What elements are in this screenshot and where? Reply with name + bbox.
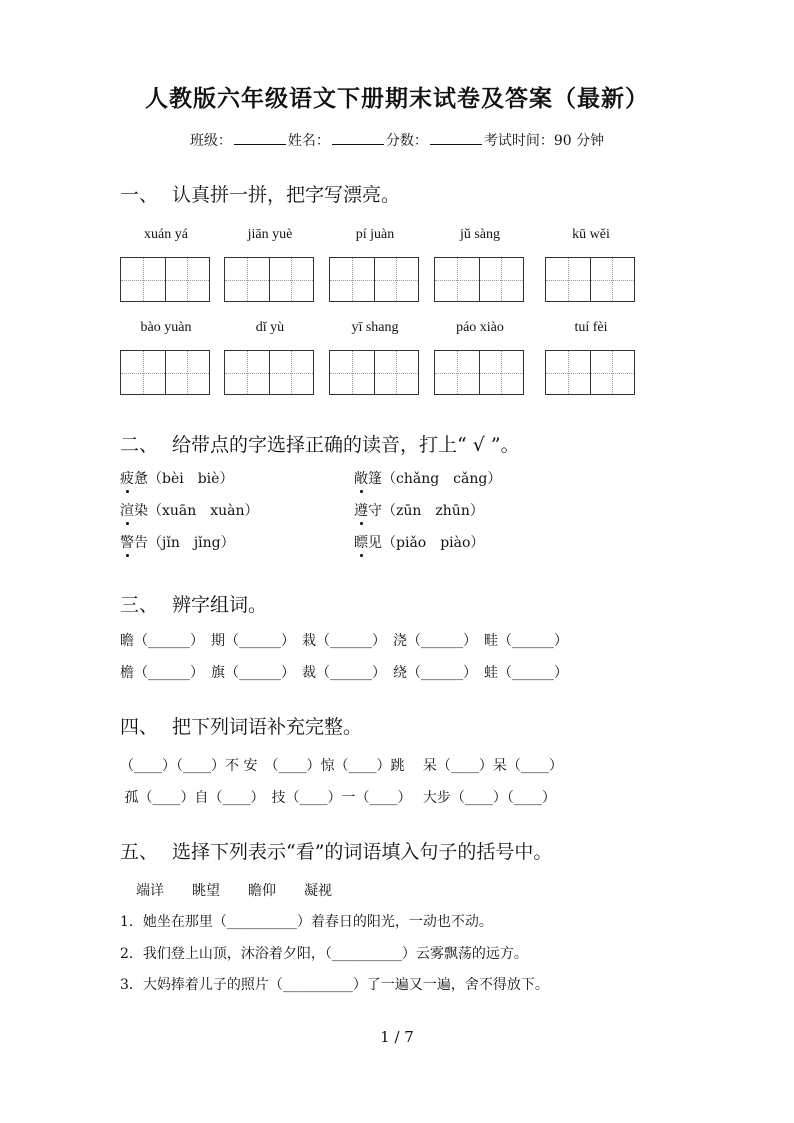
dotted-char: 疲 [120,471,134,487]
reading-options: 惫（bèi biè） [134,471,234,487]
section-2-number: 二、 [120,434,159,456]
sentence-item[interactable]: 2．我们登上山顶，沐浴着夕阳，（__________）云雾飘荡的远方。 [120,946,528,962]
word-group-row-1[interactable]: 瞻（______） 期（______） 栽（______） 浇（______） 畦（______） [120,633,568,649]
writing-grid[interactable] [329,257,419,302]
writing-grid[interactable] [224,350,314,395]
writing-grid[interactable] [434,257,524,302]
reading-item[interactable] [120,500,259,520]
class-blank[interactable] [234,132,286,145]
writing-grid[interactable] [120,257,210,302]
section-1-number: 一、 [120,184,159,206]
idiom-row-1[interactable]: （____）（____）不 安 （____）惊（____）跳 呆（____）呆（____） [120,758,563,774]
pinyin: pí juàn [355,227,395,242]
section-1-text: 认真拼一拼，把字写漂亮。 [172,184,401,206]
section-2-text: 给带点的字选择正确的读音，打上“ √ ”。 [172,434,520,456]
writing-grid[interactable] [545,350,635,395]
reading-options: 告（jǐn jǐng） [134,535,235,551]
section-1-heading [120,180,400,207]
pinyin: páo xiào [456,320,504,335]
section-5-number: 五、 [120,841,159,863]
section-3-number: 三、 [120,594,159,616]
word-bank: 端详 眺望 瞻仰 凝视 [136,883,332,899]
section-4-number: 四、 [120,716,159,738]
sentence-item[interactable]: 1．她坐在那里（__________）着春日的阳光，一动也不动。 [120,914,493,930]
section-2-heading [120,430,520,457]
class-label: 班级： [189,133,232,149]
pinyin: yī shang [351,320,399,335]
time-label: 考试时间：90 分钟 [483,133,605,149]
pinyin: tuí fèi [574,320,608,335]
pinyin: jǔ sàng [459,227,501,242]
section-5-heading [120,837,552,864]
reading-item[interactable] [354,500,484,520]
dotted-char: 遵 [354,503,368,519]
reading-item[interactable] [354,532,484,552]
dotted-char: 敞 [354,471,368,487]
writing-grid[interactable] [545,257,635,302]
student-info-line [0,130,794,150]
score-blank[interactable] [430,132,482,145]
reading-options: 守（zūn zhūn） [368,503,484,519]
page-title: 人教版六年级语文下册期末试卷及答案（最新） [145,85,649,112]
writing-grid[interactable] [329,350,419,395]
dotted-char: 警 [120,535,134,551]
name-label: 姓名： [287,133,330,149]
reading-item[interactable] [120,468,233,488]
writing-grid[interactable] [120,350,210,395]
reading-item[interactable] [120,532,235,552]
section-5-text: 选择下列表示“看”的词语填入句子的括号中。 [172,841,553,863]
dotted-char: 渲 [120,503,134,519]
word-group-row-2[interactable]: 檐（______） 旗（______） 裁（______） 绕（______） 蛙（______） [120,665,568,681]
pinyin: kū wěi [572,227,610,242]
section-3-heading [120,590,267,617]
page-number: 1 / 7 [380,1028,414,1046]
section-4-text: 把下列词语补充完整。 [172,716,363,738]
reading-options: 见（piǎo piào） [368,535,485,551]
reading-options: 染（xuān xuàn） [134,503,259,519]
pinyin: bào yuàn [140,320,192,335]
name-blank[interactable] [332,132,384,145]
section-4-heading [120,712,362,739]
pinyin: jiān yuè [247,227,293,242]
pinyin: dǐ yù [255,320,285,335]
dotted-char: 瞟 [354,535,368,551]
section-3-text: 辨字组词。 [172,594,268,616]
reading-item[interactable] [354,468,501,488]
reading-options: 篷（chǎng cǎng） [368,471,502,487]
writing-grid[interactable] [434,350,524,395]
sentence-item[interactable]: 3．大妈捧着儿子的照片（__________）了一遍又一遍，舍不得放下。 [120,977,549,993]
score-label: 分数： [385,133,428,149]
writing-grid[interactable] [224,257,314,302]
pinyin: xuán yá [144,227,188,242]
idiom-row-2[interactable]: 孤（____）自（____） 技（____）一（____） 大步（____）（____） [120,790,556,806]
